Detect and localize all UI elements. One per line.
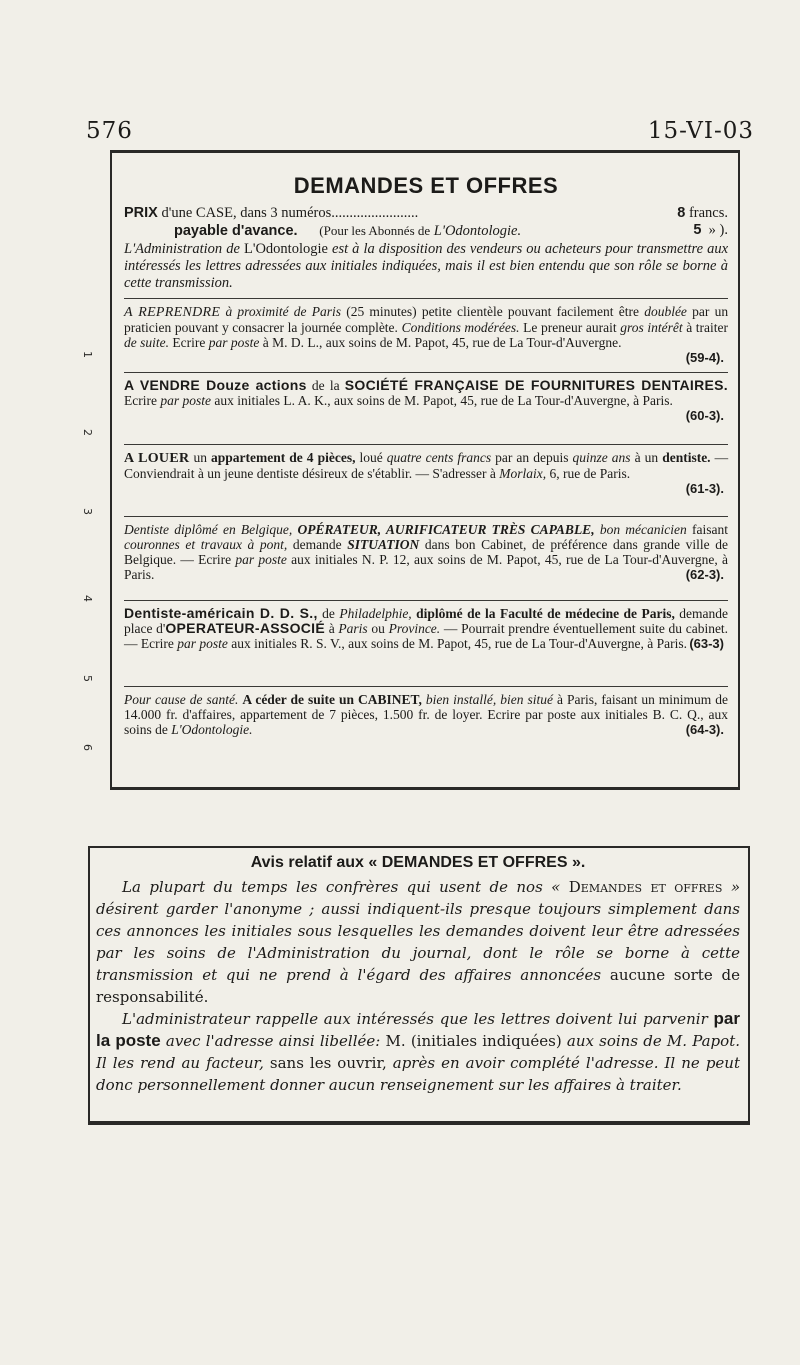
ad-text: Le preneur aurait [523, 320, 617, 335]
ad-heading: A VENDRE Douze actions [124, 377, 307, 393]
ad-text: Philadelphie, [339, 606, 412, 621]
ad-reference: (59-4). [685, 350, 724, 365]
ad-text: appartement de 4 pièces, [210, 450, 356, 465]
ads-intro [124, 241, 728, 292]
divider [124, 372, 728, 373]
ad-text: couronnes et travaux à pont, [124, 537, 288, 552]
notice-text: aux soins de M. Papot. Il les rend au facteur, [96, 1032, 740, 1072]
notice-text: L'administrateur rappelle aux intéressés que les lettres doivent lui parvenir [122, 1010, 708, 1028]
divider [124, 600, 728, 601]
notice-text: M. (initiales indiquées) [385, 1032, 562, 1050]
ad-text: par poste [235, 552, 287, 567]
ad-heading: OPERATEUR-ASSOCIÉ [165, 620, 325, 636]
ad-reference: (61-3). [685, 481, 724, 496]
ad-text: ou [371, 621, 385, 636]
ad-text: loué [359, 450, 383, 465]
ad-text: à proximité de Paris [225, 304, 341, 319]
ad-text: — Pourrait prendre éventuellement suite du cabinet. — Ecrire [124, 621, 729, 651]
subscribers-value: 5 [693, 222, 702, 238]
divider [124, 444, 728, 445]
ad-reference: (60-3). [685, 408, 724, 423]
subscribers-text: (Pour les Abonnés de [319, 223, 431, 238]
ad-reference: (64-3). [685, 722, 724, 737]
ad-text: par poste [177, 636, 228, 651]
ad-text: par un praticien pouvant y consacrer la journée complète. [124, 304, 729, 335]
advance-label: payable d'avance. [174, 223, 298, 239]
ad-item [124, 378, 728, 438]
classified-ads-box [110, 150, 740, 790]
margin-number: 6 [81, 744, 94, 751]
ad-heading: SITUATION [347, 537, 420, 552]
margin-number: 5 [81, 675, 94, 682]
page-header [86, 118, 754, 152]
price-label: PRIX [124, 205, 158, 221]
ad-text: gros intérêt [620, 320, 683, 335]
ad-text: (25 minutes) petite clientèle pouvant facilement être [346, 304, 639, 319]
ad-text: Ecrire [124, 393, 157, 408]
ad-heading: A LOUER [124, 451, 190, 466]
subscribers-journal: L'Odontologie. [433, 223, 522, 239]
ad-text: quinze ans [572, 450, 631, 465]
price-value: 8 [677, 205, 686, 221]
price-dots: ........................ [331, 205, 419, 221]
ad-text: à [328, 621, 335, 636]
ad-text: Pour cause de santé. [124, 692, 239, 707]
ad-text: quatre cents francs [386, 450, 492, 465]
intro-text-a: L'Administration de [124, 241, 240, 257]
ad-text: aux initiales R. S. V., aux soins de M. Papot, 45, rue de La Tour-d'Auvergne, à Paris. [231, 636, 688, 651]
notice-text: » désirent garder l'anonyme ; aussi indiquent-ils presque toujours simplement dans ces annonces les initiales sous lesquelles les demandes doivent leur être adressées par les soins de l'Administration du journal, dont le rôle se borne à cette transmission et qui ne prend à l'égard des affaires annoncées [96, 878, 740, 984]
ad-text: Ecrire [172, 335, 206, 350]
ad-item [124, 692, 728, 752]
ad-text: à un [634, 450, 659, 465]
ad-text: par an depuis [495, 450, 569, 465]
ad-text: bon mécanicien [599, 522, 687, 537]
ad-text: Conditions modérées. [401, 320, 520, 335]
ad-item [124, 522, 728, 594]
ad-text: demande place d' [124, 606, 729, 636]
price-block [124, 205, 728, 240]
divider [124, 686, 728, 687]
margin-line-numbers [81, 0, 104, 1365]
ad-text: L'Odontologie. [171, 722, 253, 737]
notice-text: Demandes et offres [568, 878, 723, 896]
notice-paragraph [96, 876, 740, 1008]
divider [124, 298, 728, 299]
ad-text: diplômé de la Faculté de médecine de Paris, [416, 606, 675, 621]
margin-number: 4 [81, 595, 94, 602]
ad-text: Dentiste diplômé en Belgique, [124, 522, 293, 537]
margin-number: 3 [81, 508, 94, 515]
page-number: 576 [86, 118, 133, 144]
ad-text: demande [292, 537, 342, 552]
ad-text: à traiter [686, 320, 729, 335]
ad-reference: (62-3). [685, 567, 724, 582]
ad-heading: Dentiste-américain D. D. S., [124, 605, 318, 621]
margin-number: 1 [81, 351, 94, 358]
ad-text: doublée [644, 304, 687, 319]
ad-text: par poste [160, 393, 211, 408]
ad-text: 6, rue de Paris. [549, 466, 631, 481]
ad-text: à Paris, faisant un minimum de 14.000 fr. d'affaires, appartement de 7 pièces, 1.500 fr. de loyer. Ecrire par poste aux initiales B. C. Q., aux soins de [124, 692, 729, 737]
ad-item [124, 606, 728, 680]
ad-item [124, 450, 728, 510]
notice-text: aucune sorte de responsabilité. [96, 966, 740, 1006]
ad-heading: A REPRENDRE [124, 305, 221, 320]
ad-text: — Conviendrait à un jeune dentiste désireux de s'établir. — S'adresser à [124, 450, 729, 481]
ad-heading: A céder de suite un CABINET, [242, 692, 422, 707]
subscribers-unit: » ). [708, 222, 728, 238]
intro-journal: L'Odontologie [243, 241, 328, 257]
intro-text-b: est à la disposition des vendeurs ou acheteurs pour transmettre aux intéressés les lettres adressées aux initiales indiquées, mais il est bien entendu que son rôle se borne à cette transmission. [124, 241, 729, 291]
notice-text: La plupart du temps les confrères qui usent de nos « [122, 878, 561, 896]
price-text: d'une CASE, dans 3 numéros [161, 205, 332, 221]
ad-text: Province. [388, 621, 441, 636]
price-unit: francs. [688, 205, 728, 221]
ad-text: dans bon Cabinet, de préférence dans grande ville de Belgique. — Ecrire [124, 537, 728, 567]
notice-box [88, 846, 750, 1125]
ad-heading: OPÉRATEUR, AURIFICATEUR TRÈS CAPABLE, [297, 522, 595, 537]
notice-paragraph [96, 1008, 740, 1096]
notice-text: après en avoir complété l'adresse. Il ne peut donc personnellement donner aucun renseignement sur les affaires à traiter. [96, 1054, 740, 1094]
issue-date: 15-VI-03 [647, 118, 754, 144]
ad-text: aux initiales N. P. 12, aux soins de M. Papot, 45, rue de La Tour-d'Auvergne, à Paris. [124, 552, 729, 582]
ad-text: de la [311, 378, 340, 393]
notice-text: sans les ouvrir, [269, 1054, 387, 1072]
ad-text: Morlaix, [499, 466, 547, 481]
ad-text: dentiste. [662, 450, 711, 465]
notice-text: par la poste [96, 1009, 740, 1050]
ad-heading: SOCIÉTÉ FRANÇAISE DE FOURNITURES DENTAIRES. [344, 377, 728, 393]
ad-text: Paris [338, 621, 368, 636]
ad-item [124, 304, 728, 366]
notice-text: avec l'adresse ainsi libellée: [165, 1032, 381, 1050]
ad-text: par poste [208, 335, 260, 350]
ad-text: faisant [692, 522, 728, 537]
ad-text: aux initiales L. A. K., aux soins de M. Papot, 45, rue de La Tour-d'Auvergne, à Paris. [214, 393, 673, 408]
ad-text: de suite. [124, 335, 169, 350]
ad-text: à M. D. L., aux soins de M. Papot, 45, rue de La Tour-d'Auvergne. [262, 335, 622, 350]
margin-number: 2 [81, 429, 94, 436]
notice-title: Avis relatif aux « DEMANDES ET OFFRES ». [250, 854, 586, 871]
ad-text: un [193, 450, 207, 465]
divider [124, 516, 728, 517]
ads-title: DEMANDES ET OFFRES [293, 173, 559, 198]
ad-text: bien installé, bien situé [425, 692, 553, 707]
ad-reference: (63-3) [689, 636, 724, 651]
ad-text: de [322, 606, 335, 621]
